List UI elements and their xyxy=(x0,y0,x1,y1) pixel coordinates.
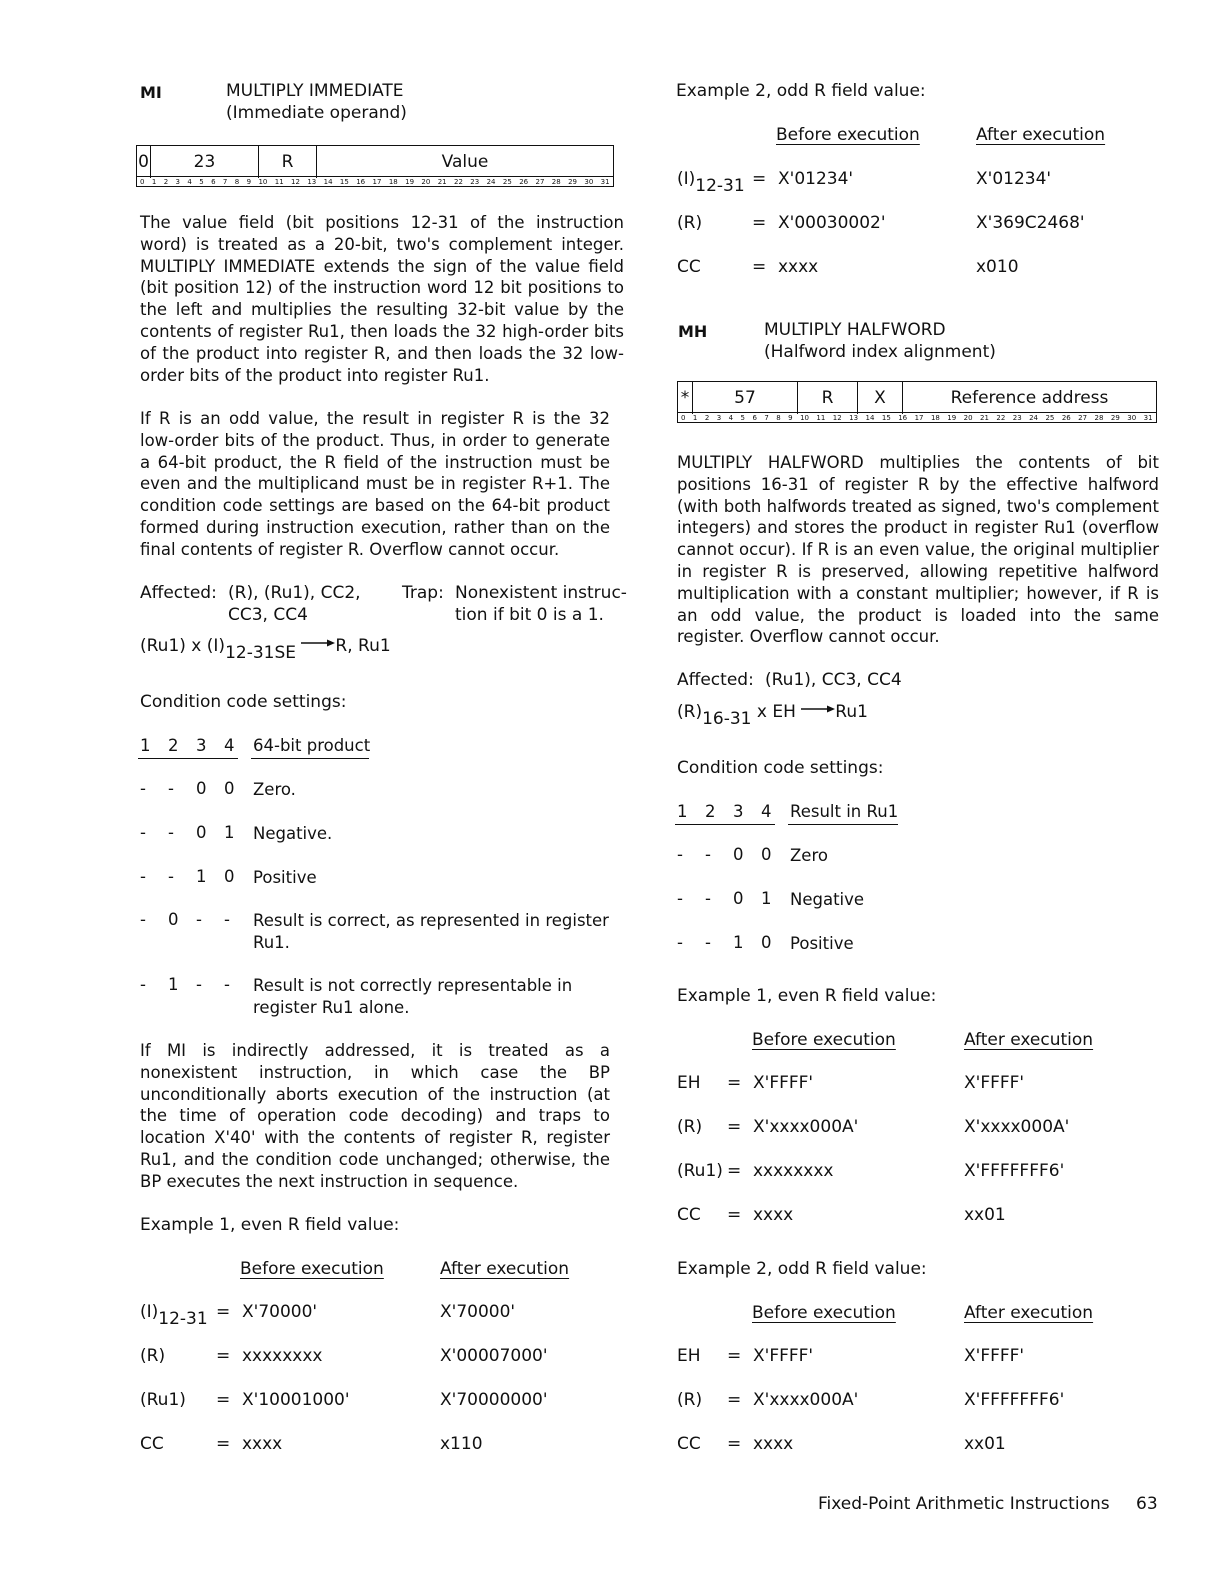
mi-formula xyxy=(140,636,391,663)
example-after-value: x110 xyxy=(440,1434,483,1454)
bit-number: 2 xyxy=(704,414,710,422)
example-before-value: xxxx xyxy=(778,257,819,277)
bit-number: 8 xyxy=(234,178,240,186)
cc-bit-value: 0 xyxy=(761,845,772,864)
bit-number: 21 xyxy=(437,178,447,186)
mh-example1-after-header: After execution xyxy=(964,1030,1094,1050)
register-subscript: 12-31 xyxy=(158,1309,208,1329)
bit-number: 2 xyxy=(163,178,169,186)
bit-number: 5 xyxy=(199,178,204,186)
bit-number: 26 xyxy=(519,178,529,186)
register-name: EH xyxy=(677,1346,701,1366)
bit-number: 11 xyxy=(274,178,284,186)
bit-number: 10 xyxy=(800,414,809,422)
bit-number: 4 xyxy=(728,414,734,422)
example-after-value: X'369C2468' xyxy=(976,213,1085,233)
mi-odd-r-note: If R is an odd value, the result in register R is the 32 low-order bits of the product. Thus, in order to generate a 64-bit product, the R field of the instruction must be even and the multiplicand must be in register R+1. The condition code settings are based on the 64-bit product formed during instruction execution, rather than on the final contents of register R. Overflow cannot occur. xyxy=(140,409,610,559)
cc-bit-value: 0 xyxy=(196,823,207,842)
register-name: CC xyxy=(677,1434,701,1454)
mi-example2-after-header: After execution xyxy=(976,125,1106,145)
cc-setting-description: Zero xyxy=(790,846,828,865)
example-before-value: xxxxxxxx xyxy=(242,1346,323,1366)
register-subscript: 12-31 xyxy=(695,176,745,196)
cc-header-bit2: 2 xyxy=(168,736,179,755)
mi-example2-title: Example 2, odd R field value: xyxy=(676,81,926,101)
example-after-value: xx01 xyxy=(964,1205,1006,1225)
example-equals-sign: = xyxy=(727,1434,742,1454)
mh-title: MULTIPLY HALFWORD xyxy=(764,320,946,340)
cc-bit-value: - xyxy=(677,933,683,952)
cc-bit-value: 1 xyxy=(168,975,179,994)
bit-number: 31 xyxy=(600,178,610,186)
example-equals-sign: = xyxy=(752,169,767,189)
cc-header-label: 64-bit product xyxy=(253,736,371,755)
example-after-value: X'FFFF' xyxy=(964,1073,1025,1093)
cc-bit-value: - xyxy=(140,867,146,886)
format-cell-opcode: 57 xyxy=(693,382,798,414)
example-register-label xyxy=(140,1346,165,1366)
cc-bit-value: - xyxy=(677,845,683,864)
formula-destination: Ru1 xyxy=(835,702,868,722)
cc-bit-value: 0 xyxy=(224,779,235,798)
register-name: (I) xyxy=(140,1302,159,1322)
example-equals-sign: = xyxy=(727,1205,742,1225)
register-name: (I) xyxy=(677,169,696,189)
cc-bit-value: - xyxy=(168,823,174,842)
mi-mnemonic: MI xyxy=(140,83,162,102)
bit-number: 7 xyxy=(764,414,769,422)
format-cell-r: R xyxy=(259,146,317,178)
bit-number: 14 xyxy=(865,414,875,422)
example-register-label xyxy=(140,1302,208,1329)
example-register-label xyxy=(677,1434,701,1454)
cc-bit-value: 0 xyxy=(733,845,744,864)
bit-number: 29 xyxy=(1110,414,1120,422)
bit-number: 19 xyxy=(405,178,415,186)
example-register-label xyxy=(677,1390,702,1410)
register-name: (R) xyxy=(140,1346,166,1366)
bit-number: 15 xyxy=(881,414,891,422)
cc-setting-row xyxy=(677,845,1157,889)
mi-example1-before-header: Before execution xyxy=(240,1259,384,1279)
bit-number: 14 xyxy=(323,178,333,186)
cc-setting-description: Negative xyxy=(790,890,865,909)
arrow-icon xyxy=(301,632,335,652)
cc-bit-value: 1 xyxy=(196,867,207,886)
example-before-value: X'FFFF' xyxy=(753,1073,814,1093)
register-name: (Ru1) xyxy=(140,1390,186,1410)
cc-bit-value: - xyxy=(168,867,174,886)
example-register-label xyxy=(677,169,745,196)
cc-setting-description: Result is not correctly representable in register Ru1 alone. xyxy=(253,976,573,1017)
cc-bit-value: - xyxy=(705,889,711,908)
trap-text: Nonexistent instruc- xyxy=(455,583,627,603)
formula-subscript: 12-31SE xyxy=(225,643,296,663)
cc-bit-value: - xyxy=(677,889,683,908)
format-cell-indirect: * xyxy=(678,382,693,414)
register-name: (R) xyxy=(677,1117,703,1137)
bit-number: 9 xyxy=(788,414,793,422)
cc-header xyxy=(140,736,380,760)
example-after-value: X'00007000' xyxy=(440,1346,548,1366)
bit-number: 18 xyxy=(388,178,398,186)
bit-number: 8 xyxy=(776,414,781,422)
example-equals-sign: = xyxy=(727,1073,742,1093)
cc-bit-value: - xyxy=(705,845,711,864)
bit-number: 4 xyxy=(187,178,192,186)
cc-bit-value: 0 xyxy=(733,889,744,908)
cc-header-label: Result in Ru1 xyxy=(790,802,899,821)
cc-bit-value: 0 xyxy=(761,933,772,952)
example-before-value: xxxxxxxx xyxy=(753,1161,834,1181)
mh-description: MULTIPLY HALFWORD multiplies the contents of bit positions 16-31 of register R by the effective halfword (with both halfwords treated as signed, two's complement integers) and stores the product in register Ru1 (overflow cannot occur). If R is an even value, the original multiplier in register R is preserved, allowing repetitive halfword multiplication with a constant multiplier; however, if R is an odd value, the product is loaded into the same register. Overflow cannot occur. xyxy=(677,453,1159,647)
format-cell-value: Value xyxy=(441,152,489,172)
example-after-value: X'xxxx000A' xyxy=(964,1117,1070,1137)
cc-bit-value: 0 xyxy=(224,867,235,886)
cc-setting-row xyxy=(677,933,1157,977)
formula-subscript: 16-31 xyxy=(702,709,752,729)
register-name: CC xyxy=(140,1434,164,1454)
bit-number: 21 xyxy=(980,414,989,422)
format-cell-r: R xyxy=(798,382,858,414)
mi-title: MULTIPLY IMMEDIATE xyxy=(226,81,404,101)
bit-number: 12 xyxy=(291,178,300,186)
bit-number: 22 xyxy=(454,178,463,186)
cc-setting-description: Zero. xyxy=(253,780,296,799)
example-before-value: xxxx xyxy=(753,1205,794,1225)
example-equals-sign: = xyxy=(216,1302,231,1322)
example-equals-sign: = xyxy=(216,1434,231,1454)
cc-header-bit4: 4 xyxy=(224,736,235,755)
cc-bit-value: 1 xyxy=(733,933,744,952)
bit-number: 16 xyxy=(356,178,366,186)
mi-indirect-note: If MI is indirectly addressed, it is treated as a nonexistent instruction, in which case the BP unconditionally aborts execution of the instruction (at the time of operation code decoding) and traps to location X'40' with the contents of register R, register Ru1, and the condition code unchanged; otherwise, the BP executes the next instruction in sequence. xyxy=(140,1041,610,1191)
example-before-value: X'00030002' xyxy=(778,213,886,233)
cc-header-bit1: 1 xyxy=(677,802,688,821)
mh-formula xyxy=(677,702,868,729)
bit-number: 18 xyxy=(930,414,940,422)
cc-setting-row xyxy=(140,975,620,1019)
bit-number: 17 xyxy=(372,178,382,186)
cc-settings-title: Condition code settings: xyxy=(140,692,347,712)
mh-cc-settings-title: Condition code settings: xyxy=(677,758,884,778)
example-equals-sign: = xyxy=(727,1117,742,1137)
bit-number: 13 xyxy=(849,414,859,422)
mh-cc-header xyxy=(677,802,917,826)
bit-number: 11 xyxy=(816,414,826,422)
example-register-label xyxy=(677,1073,701,1093)
bit-number: 24 xyxy=(486,178,496,186)
example-after-value: X'70000000' xyxy=(440,1390,548,1410)
format-cell-opcode: 23 xyxy=(151,146,259,178)
bit-number: 7 xyxy=(222,178,228,186)
cc-setting-description: Result is correct, as represented in register Ru1. xyxy=(253,911,609,952)
example-before-value: X'01234' xyxy=(778,169,854,189)
mh-example1-before-header: Before execution xyxy=(752,1030,896,1050)
example-register-label xyxy=(677,1117,702,1137)
bit-number: 27 xyxy=(1078,414,1088,422)
bit-number: 3 xyxy=(175,178,180,186)
mi-instruction-format xyxy=(136,145,614,187)
cc-bit-value: 1 xyxy=(761,889,772,908)
example-after-value: X'01234' xyxy=(976,169,1052,189)
register-name: (Ru1) xyxy=(677,1161,723,1181)
format-cell-opbit: 0 xyxy=(137,146,151,178)
bit-number: 13 xyxy=(307,178,317,186)
example-equals-sign: = xyxy=(216,1390,231,1410)
cc-bit-value: - xyxy=(196,910,202,929)
bit-number: 6 xyxy=(211,178,216,186)
mh-example1-title: Example 1, even R field value: xyxy=(677,986,937,1006)
register-name: CC xyxy=(677,1205,701,1225)
bit-number: 24 xyxy=(1029,414,1039,422)
bit-number: 27 xyxy=(535,178,545,186)
cc-bit-value: 0 xyxy=(168,910,179,929)
bit-number: 26 xyxy=(1061,414,1071,422)
bit-number: 5 xyxy=(740,414,745,422)
cc-setting-row xyxy=(140,910,620,954)
cc-bit-value: - xyxy=(224,910,230,929)
footer-section-title: Fixed-Point Arithmetic Instructions xyxy=(818,1494,1110,1514)
register-name: CC xyxy=(677,257,701,277)
bit-number: 22 xyxy=(996,414,1006,422)
bit-number: 30 xyxy=(1127,414,1137,422)
mh-affected-label: Affected: xyxy=(677,670,754,690)
example-after-value: xx01 xyxy=(964,1434,1006,1454)
mi-description: The value field (bit positions 12-31 of the instruction word) is treated as a 20-bit, two's complement integer. MULTIPLY IMMEDIATE extends the sign of the value field (bit position 12) of the instruction word 12 bit positions to the left and multiplies the resulting 32-bit value by the contents of register Ru1, then loads the 32 high-order bits of the product into register R, and then loads the 32 low-order bits of the product into register Ru1. xyxy=(140,213,624,385)
bit-number: 15 xyxy=(339,178,349,186)
format-cell-reference-address: Reference address xyxy=(950,388,1109,408)
example-before-value: xxxx xyxy=(242,1434,283,1454)
example-after-value: X'FFFFFFF6' xyxy=(964,1161,1065,1181)
cc-header-bit1: 1 xyxy=(140,736,151,755)
arrow-icon xyxy=(801,698,835,718)
cc-setting-description: Positive xyxy=(790,934,854,953)
page-number: 63 xyxy=(1136,1494,1158,1514)
trap-label: Trap: xyxy=(402,583,444,603)
cc-bit-value: - xyxy=(168,779,174,798)
example-register-label xyxy=(677,1161,723,1181)
mi-subtitle: (Immediate operand) xyxy=(226,103,407,123)
cc-bit-value: - xyxy=(224,975,230,994)
example-equals-sign: = xyxy=(216,1346,231,1366)
bit-number: 10 xyxy=(258,178,268,186)
cc-setting-row xyxy=(140,867,620,911)
bit-number: 20 xyxy=(963,414,973,422)
bit-number: 30 xyxy=(584,178,594,186)
mi-example1-after-header: After execution xyxy=(440,1259,570,1279)
example-after-value: X'FFFF' xyxy=(964,1346,1025,1366)
example-before-value: X'xxxx000A' xyxy=(753,1390,859,1410)
example-before-value: X'10001000' xyxy=(242,1390,350,1410)
example-before-value: X'70000' xyxy=(242,1302,318,1322)
bit-number: 28 xyxy=(1094,414,1104,422)
bit-number: 29 xyxy=(568,178,577,186)
format-cell-x: X xyxy=(858,382,903,414)
affected-label: Affected: xyxy=(140,583,217,603)
bit-number: 25 xyxy=(1045,414,1055,422)
example-register-label xyxy=(677,257,701,277)
register-name: (R) xyxy=(677,213,703,233)
cc-bit-value: 0 xyxy=(196,779,207,798)
cc-setting-row xyxy=(677,889,1157,933)
example-register-label xyxy=(140,1390,186,1410)
cc-bit-value: - xyxy=(140,975,146,994)
bit-number: 20 xyxy=(421,178,431,186)
mh-mnemonic: MH xyxy=(678,322,708,341)
formula-multiplier: x EH xyxy=(756,702,796,722)
bit-number: 0 xyxy=(681,414,686,422)
bit-number: 23 xyxy=(470,178,480,186)
mh-example2-after-header: After execution xyxy=(964,1303,1094,1323)
bit-number: 28 xyxy=(551,178,561,186)
example-register-label xyxy=(677,213,702,233)
register-name: (R) xyxy=(677,1390,703,1410)
cc-setting-row xyxy=(140,823,620,867)
cc-header-bit4: 4 xyxy=(761,802,772,821)
example-after-value: X'70000' xyxy=(440,1302,516,1322)
cc-setting-description: Negative. xyxy=(253,824,333,843)
example-register-label xyxy=(140,1434,164,1454)
cc-bit-value: - xyxy=(140,779,146,798)
cc-setting-description: Positive xyxy=(253,868,317,887)
bit-number: 25 xyxy=(502,178,512,186)
cc-setting-row xyxy=(140,779,620,823)
mi-example2-before-header: Before execution xyxy=(776,125,920,145)
bit-number: 0 xyxy=(140,178,145,186)
example-register-label xyxy=(677,1205,701,1225)
cc-bit-value: - xyxy=(140,823,146,842)
example-after-value: X'FFFFFFF6' xyxy=(964,1390,1065,1410)
affected-list: (R), (Ru1), CC2, xyxy=(228,583,361,603)
example-after-value: x010 xyxy=(976,257,1019,277)
cc-header-bit3: 3 xyxy=(196,736,207,755)
example-equals-sign: = xyxy=(727,1346,742,1366)
bit-number: 3 xyxy=(716,414,722,422)
example-before-value: X'xxxx000A' xyxy=(753,1117,859,1137)
formula-destination: R, Ru1 xyxy=(335,636,391,656)
cc-bit-value: 1 xyxy=(224,823,235,842)
bit-number: 19 xyxy=(947,414,957,422)
example-equals-sign: = xyxy=(727,1390,742,1410)
register-name: EH xyxy=(677,1073,701,1093)
mh-subtitle: (Halfword index alignment) xyxy=(764,342,996,362)
example-equals-sign: = xyxy=(727,1161,742,1181)
mh-example2-before-header: Before execution xyxy=(752,1303,896,1323)
example-equals-sign: = xyxy=(752,213,767,233)
bit-number: 23 xyxy=(1012,414,1022,422)
bit-number: 31 xyxy=(1143,414,1153,422)
example-before-value: X'FFFF' xyxy=(753,1346,814,1366)
mh-affected-list: (Ru1), CC3, CC4 xyxy=(765,670,902,690)
bit-position-row xyxy=(137,176,613,186)
cc-bit-value: - xyxy=(196,975,202,994)
cc-bit-value: - xyxy=(140,910,146,929)
cc-bit-value: - xyxy=(705,933,711,952)
bit-number: 17 xyxy=(914,414,924,422)
trap-text-cont: tion if bit 0 is a 1. xyxy=(455,605,604,625)
bit-number: 12 xyxy=(832,414,842,422)
example-before-value: xxxx xyxy=(753,1434,794,1454)
bit-number: 6 xyxy=(752,414,757,422)
example-equals-sign: = xyxy=(752,257,767,277)
mi-example1-title: Example 1, even R field value: xyxy=(140,1215,400,1235)
bit-number: 1 xyxy=(151,178,157,186)
cc-header-bit3: 3 xyxy=(733,802,744,821)
formula-operand: (R) xyxy=(677,702,703,722)
bit-position-row xyxy=(678,412,1156,422)
bit-number: 16 xyxy=(898,414,908,422)
formula-operands: (Ru1) x (I) xyxy=(140,636,226,656)
mh-instruction-format xyxy=(677,381,1157,423)
example-register-label xyxy=(677,1346,701,1366)
bit-number: 9 xyxy=(246,178,252,186)
mh-example2-title: Example 2, odd R field value: xyxy=(677,1259,927,1279)
cc-header-bit2: 2 xyxy=(705,802,716,821)
affected-list-cont: CC3, CC4 xyxy=(228,605,308,625)
bit-number: 1 xyxy=(692,414,698,422)
